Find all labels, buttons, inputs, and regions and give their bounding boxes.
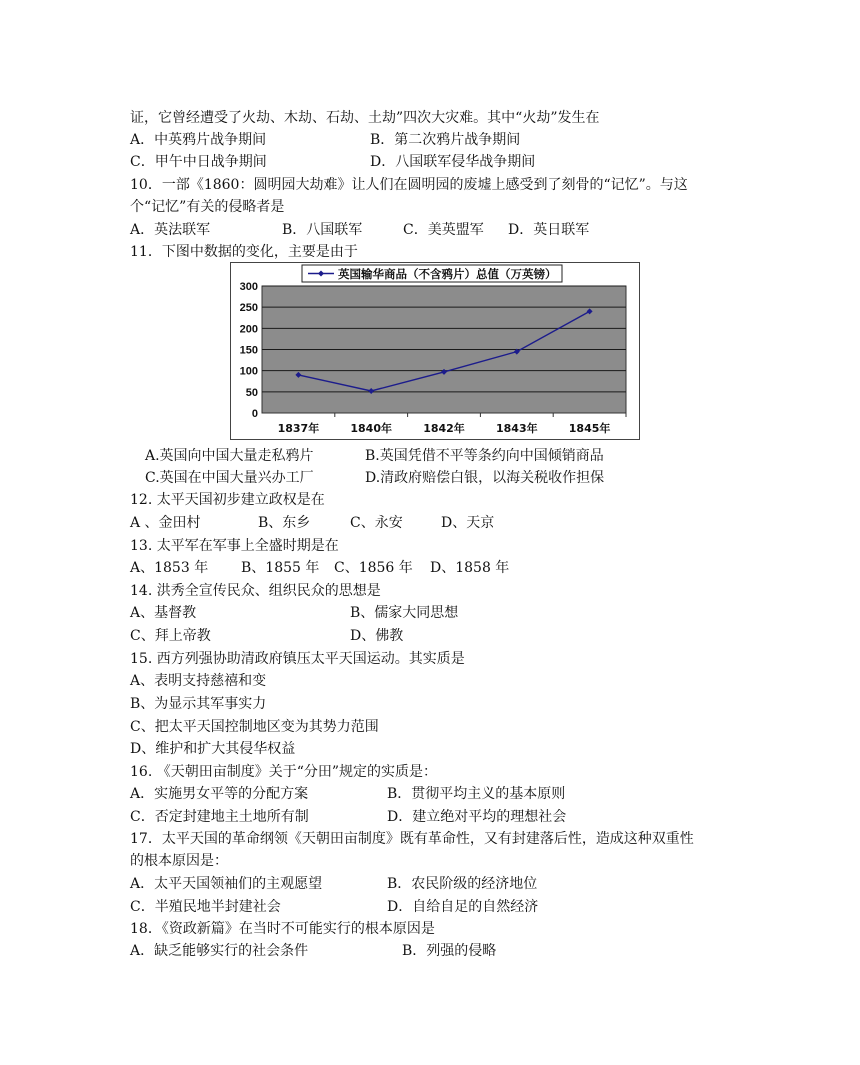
question-16-stem: 16. 《天朝田亩制度》关于“分田”规定的实质是： — [130, 764, 438, 780]
question-9-option-b: B．第二次鸦片战争期间 — [370, 132, 521, 148]
question-15-stem: 15. 西方列强协助清政府镇压太平天国运动。其实质是 — [130, 651, 465, 667]
question-13-stem: 13. 太平军在军事上全盛时期是在 — [130, 538, 339, 554]
question-16-option-a: A．实施男女平等的分配方案 — [130, 786, 309, 802]
question-11-option-a: A.英国向中国大量走私鸦片 — [145, 448, 314, 464]
question-10-stem-line2: 个“记忆”有关的侵略者是 — [130, 199, 285, 215]
trade-value-chart — [230, 262, 640, 440]
chart-x-tick-label: 1843年 — [495, 422, 538, 435]
question-18-stem: 18．《资政新篇》在当时不可能实行的根本原因是 — [130, 921, 435, 937]
question-11-option-b: B.英国凭借不平等条约向中国倾销商品 — [365, 448, 604, 464]
question-18-option-b: B．列强的侵略 — [402, 943, 497, 959]
question-12-option-c: C、永安 — [350, 515, 403, 531]
question-16-option-d: D．建立绝对平均的理想社会 — [387, 809, 567, 825]
question-15-option-d: D、维护和扩大其侵华权益 — [130, 741, 296, 757]
question-12-option-d: D、天京 — [441, 515, 495, 531]
question-10-option-c: C．美英盟军 — [403, 222, 484, 238]
question-16-option-b: B．贯彻平均主义的基本原则 — [387, 786, 566, 802]
question-10-option-a: A．英法联军 — [130, 222, 211, 238]
chart-x-tick-label: 1840年 — [350, 422, 393, 435]
chart-svg — [230, 262, 640, 440]
chart-y-tick-label: 100 — [239, 365, 258, 378]
question-12-option-b: B、东乡 — [258, 515, 311, 531]
question-13-option-d: D、1858 年 — [430, 560, 510, 576]
question-14-option-d: D、佛教 — [350, 628, 404, 644]
question-9-option-d: D．八国联军侵华战争期间 — [370, 154, 536, 170]
question-9-option-a: A．中英鸦片战争期间 — [130, 132, 267, 148]
chart-x-tick-label: 1842年 — [423, 422, 465, 435]
question-9-option-c: C．甲午中日战争期间 — [130, 154, 267, 170]
chart-y-tick-label: 50 — [245, 386, 258, 399]
chart-legend-label: 英国输华商品（不含鸦片）总值（万英镑） — [338, 267, 557, 281]
question-11-option-c: C.英国在中国大量兴办工厂 — [145, 470, 314, 486]
chart-y-tick-label: 250 — [239, 302, 258, 315]
question-11-stem: 11．下图中数据的变化，主要是由于 — [130, 244, 358, 260]
chart-x-tick-label: 1837年 — [277, 422, 320, 435]
question-13-option-c: C、1856 年 — [334, 560, 413, 576]
question-17-stem-line1: 17．太平天国的革命纲领《天朝田亩制度》既有革命性，又有封建落后性，造成这种双重性 — [130, 831, 694, 847]
question-14-stem: 14. 洪秀全宣传民众、组织民众的思想是 — [130, 583, 381, 599]
question-9-stem-end: 证，它曾经遭受了火劫、木劫、石劫、土劫”四次大灾难。其中“火劫”发生在 — [130, 110, 600, 126]
question-12-option-a: A 、金田村 — [130, 515, 201, 531]
question-12-stem: 12. 太平天国初步建立政权是在 — [130, 492, 325, 508]
question-14-option-a: A、基督教 — [130, 605, 197, 621]
question-11-option-d: D.清政府赔偿白银，以海关税收作担保 — [365, 470, 605, 486]
question-15-option-c: C、把太平天国控制地区变为其势力范围 — [130, 719, 379, 735]
question-17-option-b: B．农民阶级的经济地位 — [387, 876, 538, 892]
question-14-option-b: B、儒家大同思想 — [350, 605, 459, 621]
chart-y-tick-label: 300 — [239, 281, 258, 293]
question-16-option-c: C．否定封建地主土地所有制 — [130, 809, 309, 825]
question-10-stem-line1: 10．一部《1860：圆明园大劫难》让人们在圆明园的废墟上感受到了刻骨的“记忆”。与这 — [130, 177, 688, 193]
question-15-option-b: B、为显示其军事实力 — [130, 696, 267, 712]
question-17-option-c: C．半殖民地半封建社会 — [130, 899, 281, 915]
question-13-option-a: A、1853 年 — [130, 560, 209, 576]
question-17-option-a: A．太平天国领袖们的主观愿望 — [130, 876, 323, 892]
question-10-option-b: B．八国联军 — [282, 222, 363, 238]
chart-y-tick-label: 0 — [251, 408, 258, 420]
question-17-stem-line2: 的根本原因是： — [130, 853, 228, 869]
question-17-option-d: D．自给自足的自然经济 — [387, 899, 539, 915]
question-18-option-a: A．缺乏能够实行的社会条件 — [130, 943, 309, 959]
chart-y-tick-label: 200 — [239, 323, 258, 336]
question-13-option-b: B、1855 年 — [241, 560, 320, 576]
question-15-option-a: A、表明支持慈禧和变 — [130, 673, 267, 689]
chart-x-tick-label: 1845年 — [568, 422, 611, 435]
question-10-option-d: D．英日联军 — [508, 222, 590, 238]
chart-y-tick-label: 150 — [239, 344, 258, 357]
question-14-option-c: C、拜上帝教 — [130, 628, 211, 644]
